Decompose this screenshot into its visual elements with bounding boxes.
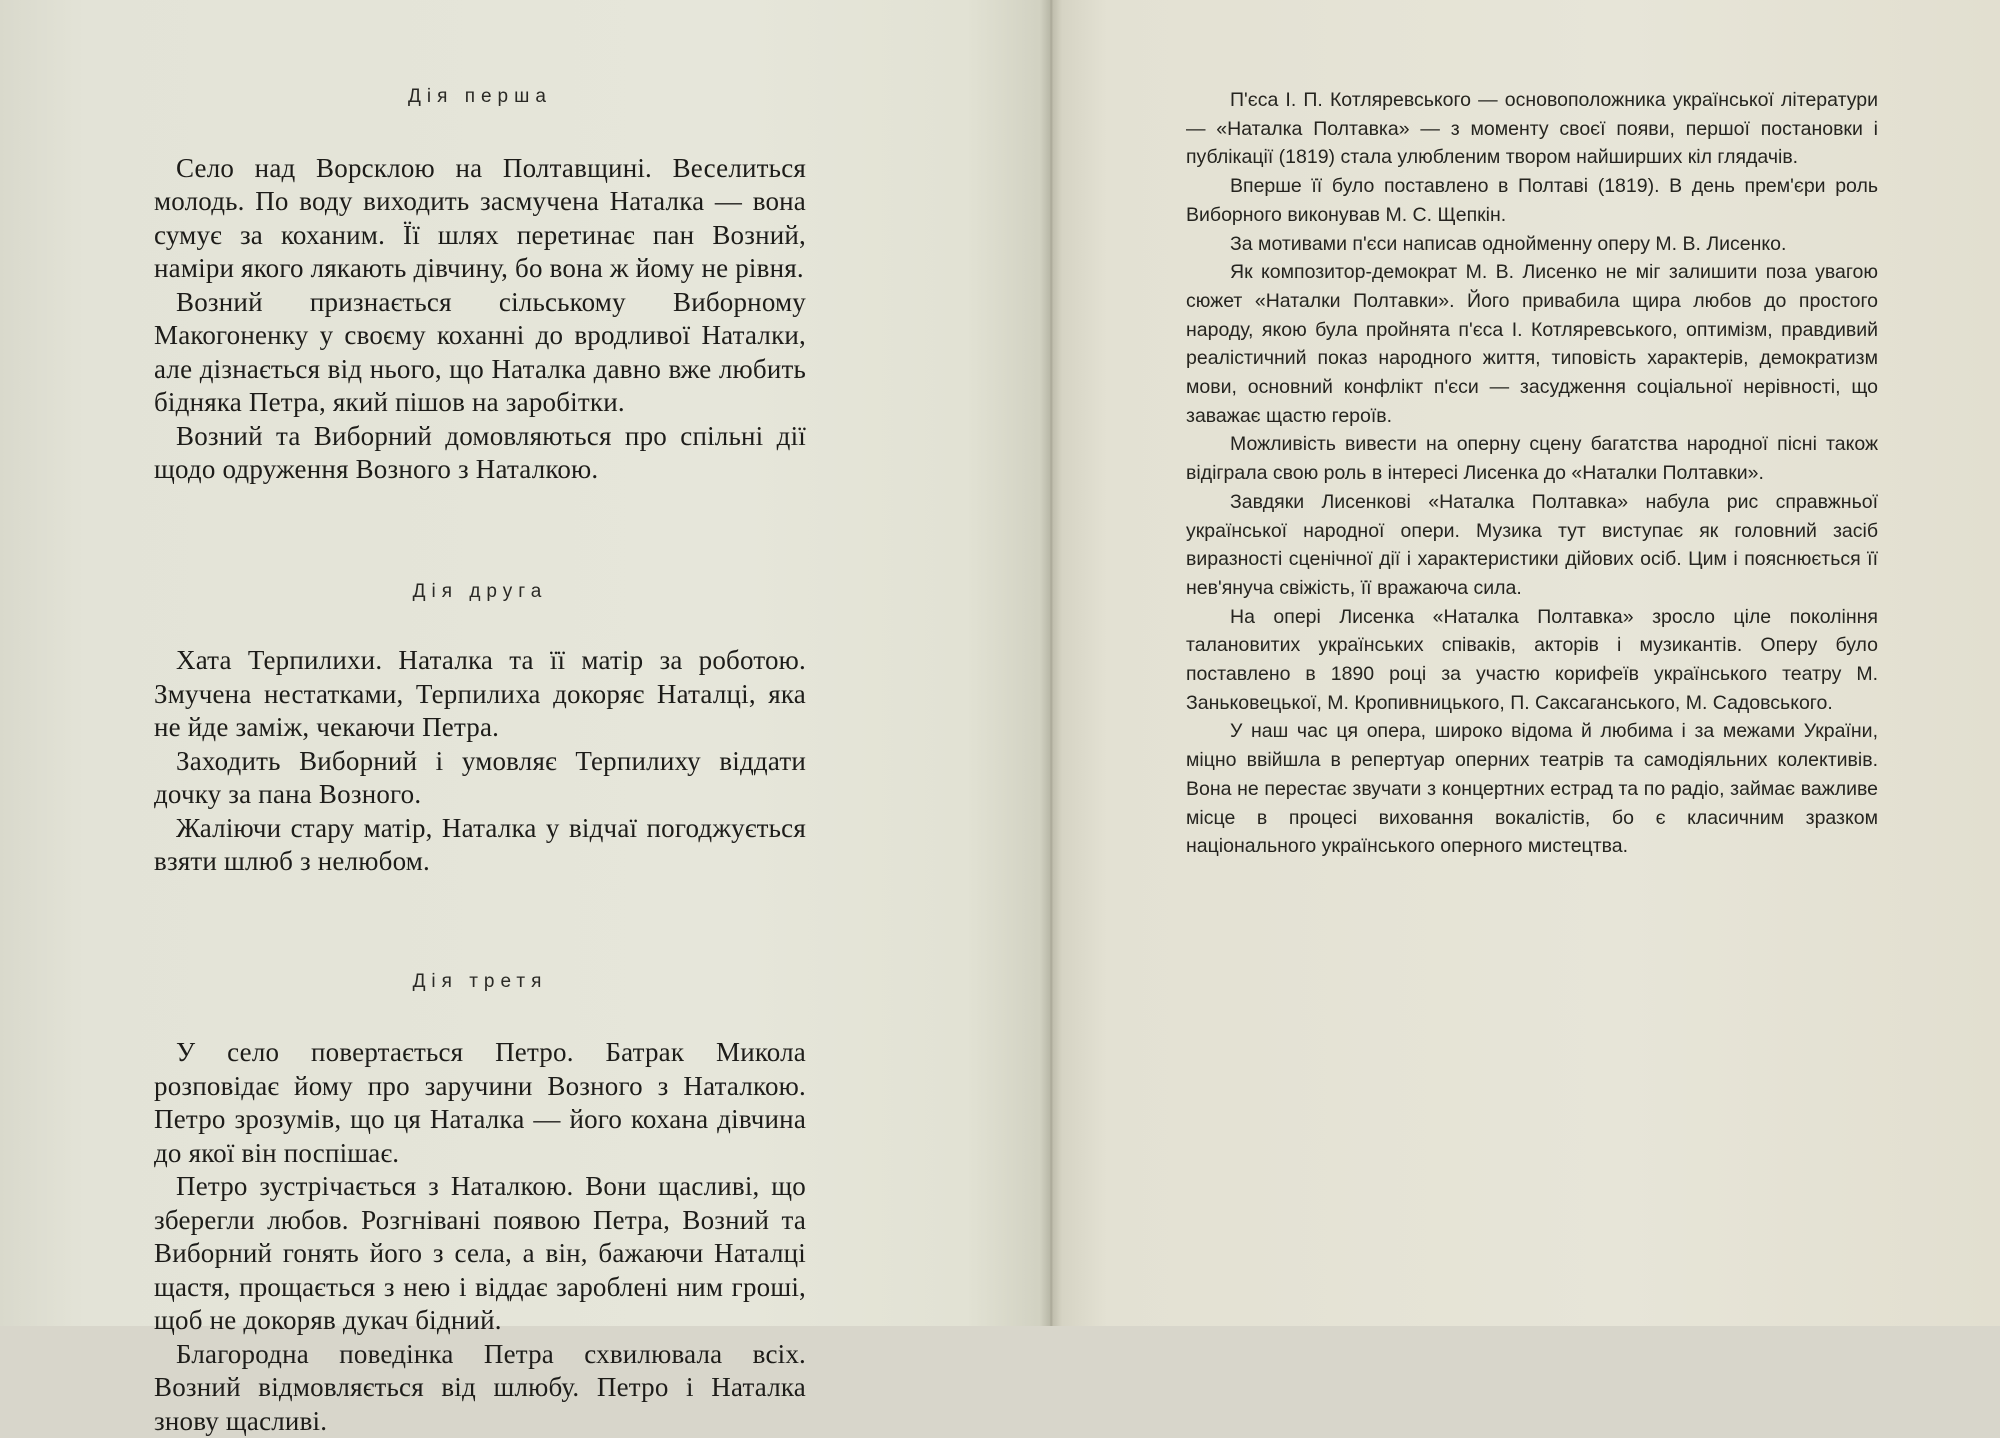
act-one-paragraph: Возний признається сільському Виборному Макогоненку у своєму коханні до вродливої Наталки, але дізнається від нього, що Наталка давно вже любить бідняка Петра, який пішов на заробітки. — [154, 286, 806, 420]
about-paragraph: На опері Лисенка «Наталка Полтавка» зросло ціле покоління талановитих українських співаків, акторів і музикантів. Оперу було поставлено в 1890 році за участю корифеїв українського театру М. Заньковецької, М. Кропивницького, П. Саксаганського, М. Садовського. — [1186, 603, 1878, 718]
about-paragraph: Як композитор-демократ М. В. Лисенко не міг залишити поза увагою сюжет «Наталки Полтавки». Його привабила щира любов до простого народу, якою була пройнята п'єса І. Котляревського, оптимізм, правдивий реалістичний показ народного життя, типовість характерів, демократизм мови, основний конфлікт п'єси — засудження соціальної нерівності, що заважає щастю героїв. — [1186, 258, 1878, 430]
act-two-paragraph: Жаліючи стару матір, Наталка у відчаї погоджується взяти шлюб з нелюбом. — [154, 812, 806, 879]
act-two-paragraph: Хата Терпилихи. Наталка та її матір за роботою. Змучена нестатками, Терпилиха докоряє Наталці, яка не йде заміж, чекаючи Петра. — [154, 644, 806, 745]
about-paragraph: За мотивами п'єси написав однойменну оперу М. В. Лисенко. — [1186, 230, 1878, 259]
act-one-paragraph: Возний та Виборний домовляються про спільні дії щодо одруження Возного з Наталкою. — [154, 420, 806, 487]
act-one-section — [154, 80, 806, 487]
about-opera-column — [1186, 86, 1878, 861]
left-page — [0, 0, 1050, 1326]
act-one-title: Дія перша — [154, 80, 806, 114]
act-three-paragraph: Благородна поведінка Петра схвилювала всіх. Возний відмовляється від шлюбу. Петро і Наталка знову щасливі. — [154, 1338, 806, 1438]
about-paragraph: Завдяки Лисенкові «Наталка Полтавка» набула рис справжньої української народної опери. Музика тут виступає як головний засіб виразності сценічної дії і характеристики дійових осіб. Цим і пояснюється її нев'януча свіжість, її вражаюча сила. — [1186, 488, 1878, 603]
act-three-paragraph: У село повертається Петро. Батрак Микола розповідає йому про заручини Возного з Наталкою. Петро зрозумів, що ця Наталка — його кохана дівчина до якої він поспішає. — [154, 1036, 806, 1170]
about-paragraph: П'єса І. П. Котляревського — основоположника української літератури — «Наталка Полтавка» — з моменту своєї появи, першої постановки і публікації (1819) стала улюбленим твором найширших кіл глядачів. — [1186, 86, 1878, 172]
about-paragraph: Можливість вивести на оперну сцену багатства народної пісні також відіграла свою роль в інтересі Лисенка до «Наталки Полтавки». — [1186, 430, 1878, 487]
book-gutter — [1040, 0, 1062, 1326]
act-three-paragraph: Петро зустрічається з Наталкою. Вони щасливі, що зберегли любов. Розгнівані появою Петра, Возний та Виборний гонять його з села, а він, бажаючи Наталці щастя, прощається з нею і віддає зароблені ним гроші, щоб не докоряв дукач бідний. — [154, 1170, 806, 1338]
about-paragraph: У наш час ця опера, широко відома й любима і за межами України, міцно ввійшла в репертуар оперних театрів та самодіяльних колективів. Вона не перестає звучати з концертних естрад та по радіо, займає важливе місце в процесі виховання вокалістів, бо є класичним зразком національного українського оперного мистецтва. — [1186, 717, 1878, 861]
about-paragraph: Вперше її було поставлено в Полтаві (1819). В день прем'єри роль Виборного виконував М. С. Щепкін. — [1186, 172, 1878, 229]
act-one-paragraph: Село над Ворсклою на Полтавщині. Веселиться молодь. По воду виходить засмучена Наталка — вона сумує за коханим. Її шлях перетинає пан Возний, наміри якого лякають дівчину, бо вона ж йому не рівня. — [154, 152, 806, 286]
act-one-text — [154, 152, 806, 487]
act-three-section — [154, 965, 806, 1438]
act-two-title: Дія друга — [154, 575, 806, 609]
act-two-section — [154, 575, 806, 879]
act-three-title: Дія третя — [154, 965, 806, 999]
act-three-text — [154, 1036, 806, 1438]
act-two-text — [154, 644, 806, 879]
act-two-paragraph: Заходить Виборний і умовляє Терпилиху віддати дочку за пана Возного. — [154, 745, 806, 812]
synopsis-column — [154, 80, 806, 1438]
